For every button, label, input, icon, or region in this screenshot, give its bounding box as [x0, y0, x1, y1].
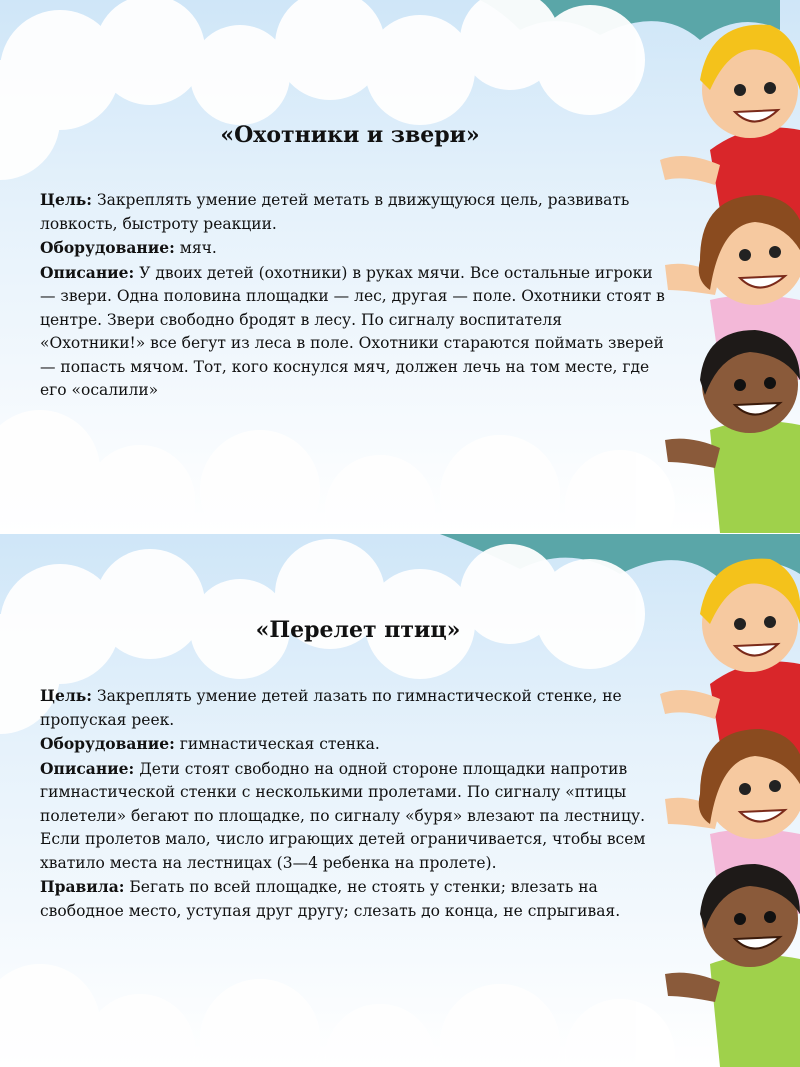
goal-paragraph — [40, 684, 665, 732]
equipment-text: мяч. — [179, 239, 217, 257]
goal-paragraph — [40, 188, 665, 236]
game-description-block — [40, 188, 665, 403]
description-label: Описание: — [40, 758, 135, 778]
rules-label: Правила: — [40, 877, 125, 896]
game-description-block — [40, 684, 665, 923]
slide-bird-migration — [0, 534, 800, 1067]
equipment-text: гимнастическая стенка. — [179, 735, 380, 753]
rules-text: Бегать по всей площадке, не стоять у стенки; влезать на свободное место, уступая друг другу; слезать до конца, не спрыгивая. — [40, 878, 621, 920]
game-title: «Охотники и звери» — [220, 122, 480, 148]
goal-label: Цель: — [40, 190, 93, 209]
description-paragraph — [40, 261, 665, 403]
rules-paragraph — [40, 875, 665, 923]
goal-text: Закреплять умение детей метать в движущуюся цель, развивать ловкость, быстроту реакции. — [40, 191, 630, 233]
goal-text: Закреплять умение детей лазать по гимнастической стенке, не пропуская реек. — [40, 687, 622, 729]
equipment-label: Оборудование: — [40, 238, 175, 257]
equipment-label: Оборудование: — [40, 734, 175, 753]
description-label: Описание: — [40, 262, 135, 282]
description-paragraph — [40, 757, 665, 876]
goal-label: Цель: — [40, 686, 93, 705]
description-text: У двоих детей (охотники) в руках мячи. Все остальные игроки — звери. Одна половина площадки — лес, другая — поле. Охотники стоят в центре. Звери свободно бродят в лесу. По сигналу воспитателя «Охотники!» все бегут из леса в поле. Охотники стараются поймать зверей — попасть мячом. Тот, кого коснулся мяч, должен лечь на том месте, где его «осалили» — [40, 263, 665, 399]
game-title: «Перелет птиц» — [255, 617, 461, 643]
equipment-paragraph — [40, 236, 665, 261]
equipment-paragraph — [40, 732, 665, 757]
description-text: Дети стоят свободно на одной стороне площадки напротив гимнастической стенки с несколькими пролетами. По сигналу «птицы полетели» бегают по площадке, по сигналу «буря» влезают па лестницу. Если пролетов мало, число играющих детей ограничивается, чтобы всем хватило места на лестницах (3—4 ребенка на пролете). — [40, 759, 646, 872]
slide-hunters-and-beasts — [0, 0, 800, 533]
